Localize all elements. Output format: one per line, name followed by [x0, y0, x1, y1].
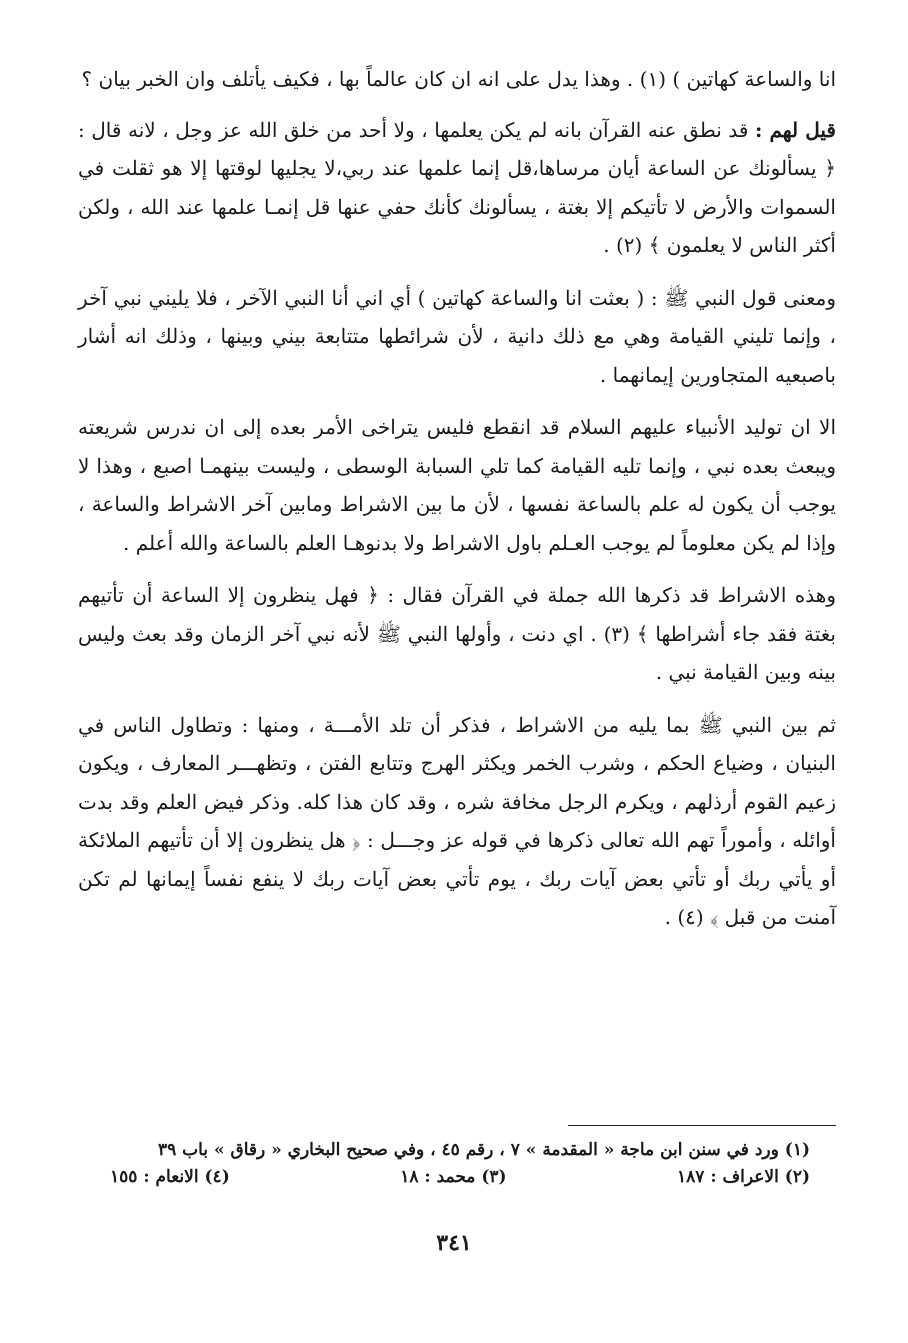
paragraph-4 [78, 408, 836, 562]
paragraph-text: انا والساعة كهاتين ) (١) . وهذا يدل على انه ان كان عالماً بها ، فكيف يأتلف وان الخبر بيان ؟ [81, 67, 836, 91]
paragraph-text: وهذه الاشراط قد ذكرها الله جملة في القرآن فقال : ﴿ فهل ينظرون إلا الساعة أن تأتيهم بغتة فقد جاء أشراطها ﴾ (٣) . اي دنت ، وأولها النبي ﷺ لأنه نبي آخر الزمان وقد بعث وليس بينه وبين القيامة نبي . [78, 583, 836, 684]
footnote-4: (٤) الانعام : ١٥٥ [110, 1167, 230, 1187]
paragraph-5 [78, 576, 836, 692]
footnote-divider [568, 1125, 836, 1126]
paragraph-text: ثم بين النبي ﷺ بما يليه من الاشراط ، فذكر أن تلد الأمـــة ، ومنها : وتطاول الناس في البنيان ، وضياع الحكم ، وشرب الخمر ويكثر الهرج وتتابع الفتن ، وتظهـــر المعارف ، ويكون زعيم القوم أرذلهم ، ويكرم الرجل مخافة شره ، وقد كان هذا كله. وذكر فيض العلم وقد بدت أوائله ، وأموراً تهم الله تعالى ذكرها في قوله عز وجـــل : ﴿ هل ينظرون إلا أن تأتيهم الملائكة أو يأتي ربك أو تأتي بعض آيات ربك ، يوم تأتي بعض آيات ربك لا ينفع نفساً إيمانها لم تكن آمنت من قبل ﴾ (٤) . [78, 712, 836, 929]
page-body [78, 60, 836, 951]
footnote-1: (١) ورد في سنن ابن ماجة « المقدمة » ٧ ، رقم ٤٥ ، وفي صحيح البخاري « رقاق » باب ٣٩ [157, 1140, 810, 1160]
footnote-row-2 [110, 1164, 810, 1191]
paragraph-text: الا ان توليد الأنبياء عليهم السلام قد انقطع فليس يتراخى الأمر بعده إلى ان ندرس شريعته ويبعث بعده نبي ، وإنما تليه القيامة كما تلي السبابة الوسطى ، وليست بينهمـا اصبع ، وهذا لا يوجب أن يكون له علم بالساعة نفسها ، لأن ما بين الاشراط ومابين آخر الاشراط والساعة ، وإذا لم يكن معلوماً لم يوجب العـلم باول الاشراط ولا بدنوهـا العلم بالساعة والله أعلم . [78, 415, 836, 555]
paragraph-3 [78, 279, 836, 395]
footnote-row-1 [110, 1137, 810, 1164]
paragraph-2 [78, 111, 836, 265]
paragraph-lead: قيل لهم : [754, 117, 836, 142]
footnotes [110, 1137, 810, 1191]
paragraph-6 [78, 706, 836, 937]
page-number: ٣٤١ [436, 1230, 472, 1256]
paragraph-text: قد نطق عنه القرآن بانه لم يكن يعلمها ، ولا أحد من خلق الله عز وجل ، لانه قال : ﴿ يسألونك عن الساعة أيان مرساها،قل إنما علمها عند ربي،لا يجليها لوقتها إلا هو ثقلت في السموات والأرض لا تأتيكم إلا بغتة ، يسألونك كأنك حفي عنها قل إنمـا علمها عند الله ، ولكن أكثر الناس لا يعلمون ﴾ (٢) . [78, 117, 836, 257]
footnote-2: (٢) الاعراف : ١٨٧ [677, 1167, 810, 1187]
paragraph-text: ومعنى قول النبي ﷺ : ( بعثت انا والساعة كهاتين ) أي اني أنا النبي الآخر ، فلا يليني نبي آخر ، وإنما تليني القيامة وهي مع ذلك دانية ، لأن شرائطها متتابعة بيني وبينها ، وذلك انه أشار باصبعيه المتجاورين إيمانهما . [78, 285, 836, 387]
paragraph-1 [78, 60, 836, 99]
footnote-3: (٣) محمد : ١٨ [400, 1167, 507, 1187]
